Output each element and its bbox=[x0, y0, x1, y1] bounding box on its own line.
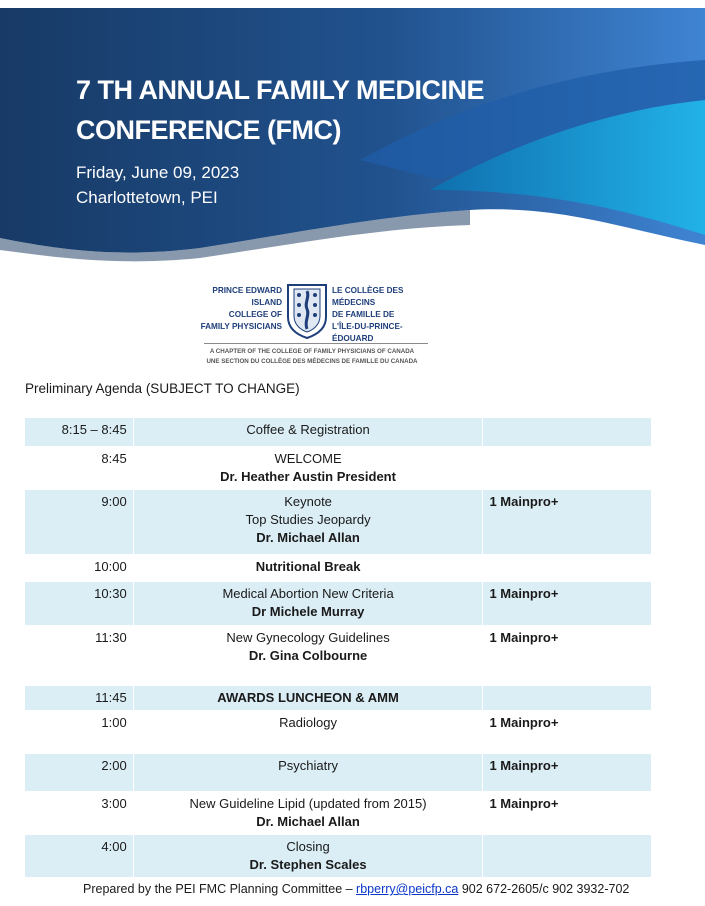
college-logo bbox=[196, 283, 428, 373]
logo-chapter-fr: UNE SECTION DU COLLÈGE DES MÉDECINS DE FAMILLE DU CANADA bbox=[206, 358, 418, 365]
agenda-credit bbox=[483, 686, 652, 711]
agenda-time: 1:00 bbox=[25, 711, 134, 754]
conference-date: Friday, June 09, 2023 bbox=[76, 163, 240, 182]
event-speaker: Dr. Michael Allan bbox=[256, 814, 360, 829]
agenda-credit: 1 Mainpro+ bbox=[483, 792, 652, 835]
agenda-row bbox=[25, 711, 652, 754]
agenda-event bbox=[133, 626, 483, 686]
agenda-row bbox=[25, 686, 652, 711]
footer-email-link[interactable]: rbperry@peicfp.ca bbox=[356, 882, 459, 896]
agenda-row bbox=[25, 582, 652, 626]
agenda-time: 10:30 bbox=[25, 582, 134, 626]
agenda-time: 4:00 bbox=[25, 835, 134, 878]
logo-french-name bbox=[332, 285, 442, 345]
agenda-event bbox=[133, 835, 483, 878]
event-speaker: Dr. Heather Austin President bbox=[220, 469, 396, 484]
agenda-time: 11:30 bbox=[25, 626, 134, 686]
agenda-event bbox=[133, 447, 483, 490]
agenda-event bbox=[133, 490, 483, 555]
agenda-event bbox=[133, 555, 483, 582]
agenda-event bbox=[133, 711, 483, 754]
agenda-row bbox=[25, 447, 652, 490]
event-line: New Gynecology Guidelines bbox=[226, 630, 390, 645]
agenda-time: 8:15 – 8:45 bbox=[25, 418, 134, 447]
logo-en-line-2: COLLEGE OF bbox=[228, 310, 282, 319]
agenda-event bbox=[133, 582, 483, 626]
logo-chapter-en: A CHAPTER OF THE COLLEGE OF FAMILY PHYSICIANS OF CANADA bbox=[209, 348, 415, 355]
agenda-event bbox=[133, 686, 483, 711]
crest-icon bbox=[286, 283, 328, 339]
agenda-credit bbox=[483, 555, 652, 582]
agenda-row bbox=[25, 626, 652, 686]
event-line: AWARDS LUNCHEON & AMM bbox=[217, 690, 399, 705]
event-speaker: Dr. Michael Allan bbox=[256, 530, 360, 545]
agenda-credit bbox=[483, 447, 652, 490]
agenda-time: 3:00 bbox=[25, 792, 134, 835]
title-line-2: CONFERENCE (FMC) bbox=[76, 115, 341, 145]
footer-note bbox=[83, 882, 629, 896]
logo-divider bbox=[204, 343, 428, 344]
event-line: Radiology bbox=[279, 715, 337, 730]
event-line: WELCOME bbox=[274, 451, 342, 466]
event-line: Psychiatry bbox=[278, 758, 339, 773]
agenda-event bbox=[133, 418, 483, 447]
agenda-row bbox=[25, 555, 652, 582]
agenda-credit: 1 Mainpro+ bbox=[483, 490, 652, 555]
event-speaker: Dr Michele Murray bbox=[251, 604, 365, 619]
agenda-time: 10:00 bbox=[25, 555, 134, 582]
agenda-time: 11:45 bbox=[25, 686, 134, 711]
agenda-credit: 1 Mainpro+ bbox=[483, 754, 652, 792]
agenda-row bbox=[25, 792, 652, 835]
agenda-time: 8:45 bbox=[25, 447, 134, 490]
title-line-1: 7 TH ANNUAL FAMILY MEDICINE bbox=[76, 75, 485, 105]
agenda-row bbox=[25, 835, 652, 878]
agenda-credit: 1 Mainpro+ bbox=[483, 626, 652, 686]
event-speaker: Dr. Gina Colbourne bbox=[248, 648, 368, 663]
agenda-credit: 1 Mainpro+ bbox=[483, 711, 652, 754]
logo-fr-line-2: DE FAMILLE DE bbox=[332, 310, 395, 319]
logo-en-line-3: FAMILY PHYSICIANS bbox=[200, 322, 282, 331]
agenda-row bbox=[25, 490, 652, 555]
agenda-table bbox=[24, 417, 652, 878]
agenda-time: 2:00 bbox=[25, 754, 134, 792]
event-line: New Guideline Lipid (updated from 2015) bbox=[189, 796, 427, 811]
logo-english-name bbox=[196, 285, 282, 333]
event-line: Nutritional Break bbox=[255, 559, 361, 574]
agenda-title: Preliminary Agenda (SUBJECT TO CHANGE) bbox=[25, 381, 300, 396]
header-banner bbox=[0, 0, 705, 265]
event-speaker: Dr. Stephen Scales bbox=[249, 857, 367, 872]
event-line: Top Studies Jeopardy bbox=[245, 512, 371, 527]
agenda-row bbox=[25, 754, 652, 792]
agenda-row bbox=[25, 418, 652, 447]
logo-en-line-1: PRINCE EDWARD ISLAND bbox=[212, 286, 282, 307]
logo-fr-line-1: LE COLLÈGE DES MÉDECINS bbox=[332, 286, 404, 307]
event-line: Coffee & Registration bbox=[246, 422, 370, 437]
logo-chapter-text bbox=[196, 347, 428, 367]
conference-location: Charlottetown, PEI bbox=[76, 188, 218, 207]
agenda-credit bbox=[483, 835, 652, 878]
agenda-time: 9:00 bbox=[25, 490, 134, 555]
agenda-credit: 1 Mainpro+ bbox=[483, 582, 652, 626]
agenda-credit bbox=[483, 418, 652, 447]
event-line: Keynote bbox=[284, 494, 332, 509]
agenda-event bbox=[133, 754, 483, 792]
footer-prefix: Prepared by the PEI FMC Planning Committee – bbox=[83, 882, 357, 896]
conference-title bbox=[76, 70, 484, 150]
event-line: Closing bbox=[286, 839, 330, 854]
logo-fr-line-3: L'ÎLE-DU-PRINCE-ÉDOUARD bbox=[332, 322, 403, 343]
agenda-event bbox=[133, 792, 483, 835]
event-line: Medical Abortion New Criteria bbox=[222, 586, 394, 601]
footer-phone: 902 672-2605/c 902 3932-702 bbox=[458, 882, 630, 896]
